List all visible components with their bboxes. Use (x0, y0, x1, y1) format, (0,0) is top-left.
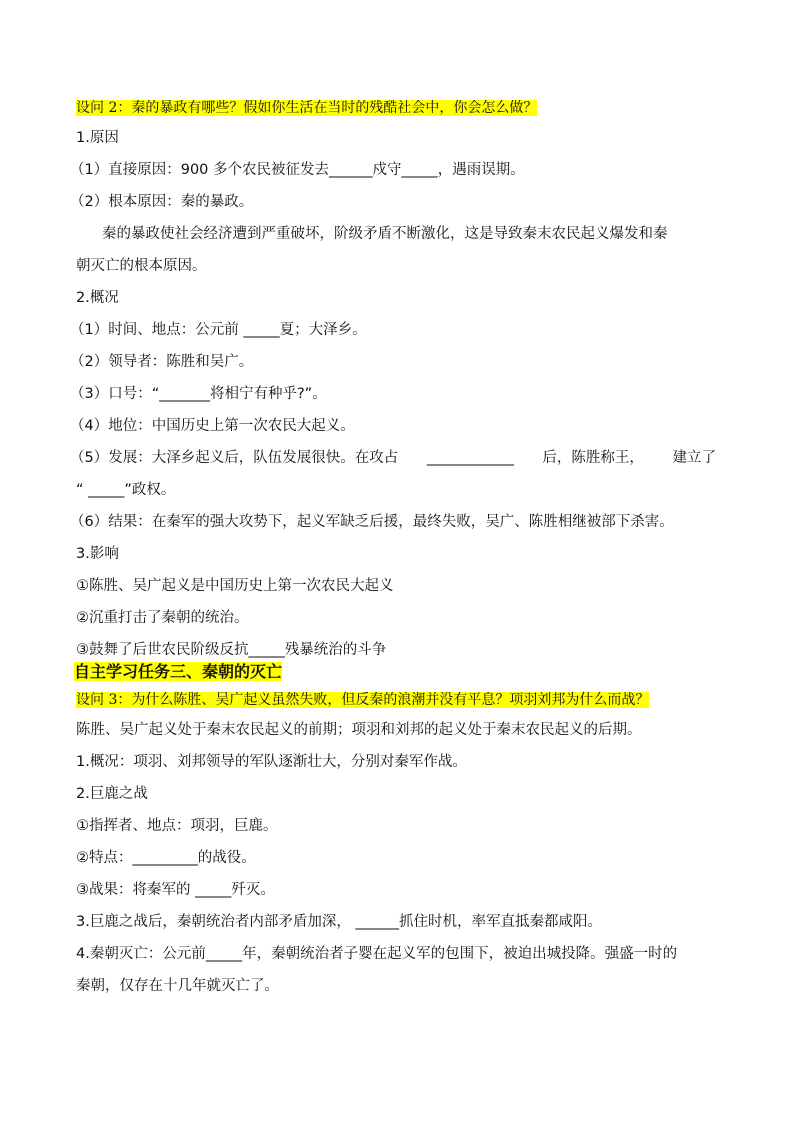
develop-part-b: 后，陈胜称王， (542, 450, 644, 466)
julu-item-2: ②特点：_________的战役。 (76, 850, 256, 866)
fall-end-line-2: 秦朝，仅存在十几年就灭亡了。 (76, 978, 279, 994)
question-2 (76, 98, 537, 118)
overview-title: 2.概况 (76, 290, 119, 306)
julu-item-1: ①指挥者、地点：项羽，巨鹿。 (76, 818, 278, 834)
overview-develop (70, 448, 716, 468)
impact-item-3: ③鼓舞了后世农民阶级反抗_____残暴统治的斗争 (76, 642, 387, 658)
impact-item-1: ①陈胜、吴广起义是中国历史上第一次农民大起义 (76, 578, 394, 594)
task3-heading-text: 自主学习任务三、秦朝的灭亡 (74, 662, 283, 681)
develop-part-a: （5）发展：大泽乡起义后，队伍发展很快。在攻占 (70, 450, 399, 466)
overview-develop-line-2: “ _____”政权。 (76, 482, 176, 498)
overview-slogan: （3）口号：“_______将相宁有种乎?”。 (70, 386, 327, 402)
cause-direct: （1）直接原因：900 多个农民被征发去______戍守_____，遇雨误期。 (70, 162, 525, 178)
cause-explain-line-2: 朝灭亡的根本原因。 (76, 258, 207, 274)
cause-title: 1.原因 (76, 130, 119, 146)
fall-after: 3.巨鹿之战后，秦朝统治者内部矛盾加深， ______抓住时机，率军直抵秦都咸阳。 (76, 914, 602, 930)
question-2-text: 设问 2：秦的暴政有哪些？假如你生活在当时的残酷社会中，你会怎么做？ (76, 100, 538, 116)
fall-overview: 1.概况：项羽、刘邦领导的军队逐渐壮大，分别对秦军作战。 (76, 754, 467, 770)
overview-status: （4）地位：中国历史上第一次农民大起义。 (70, 418, 355, 434)
develop-part-c: 建立了 (672, 450, 716, 466)
develop-blank: ____________ (426, 450, 514, 466)
task3-heading (74, 662, 282, 682)
impact-title: 3.影响 (76, 546, 119, 562)
overview-result: （6）结果：在秦军的强大攻势下，起义军缺乏后援，最终失败，吴广、陈胜相继被部下杀害。 (70, 514, 674, 530)
overview-time: （1）时间、地点：公元前 _____夏；大泽乡。 (70, 322, 367, 338)
question-3-text: 设问 3：为什么陈胜、吴广起义虽然失败，但反秦的浪潮并没有平息？项羽刘邦为什么而战？ (76, 692, 650, 708)
julu-item-3: ③战果：将秦军的 _____歼灭。 (76, 882, 275, 898)
question-3 (76, 690, 649, 710)
julu-title: 2.巨鹿之战 (76, 786, 148, 802)
fall-end-line-1: 4.秦朝灭亡：公元前_____年，秦朝统治者子婴在起义军的包围下，被迫出城投降。强盛一时的 (76, 946, 678, 962)
impact-item-2: ②沉重打击了秦朝的统治。 (76, 610, 249, 626)
overview-leaders: （2）领导者：陈胜和吴广。 (70, 354, 254, 370)
cause-root: （2）根本原因：秦的暴政。 (70, 194, 254, 210)
fall-intro: 陈胜、吴广起义处于秦末农民起义的前期；项羽和刘邦的起义处于秦末农民起义的后期。 (76, 722, 642, 738)
cause-explain-line-1: 秦的暴政使社会经济遭到严重破坏，阶级矛盾不断激化，这是导致秦末农民起义爆发和秦 (102, 226, 668, 242)
